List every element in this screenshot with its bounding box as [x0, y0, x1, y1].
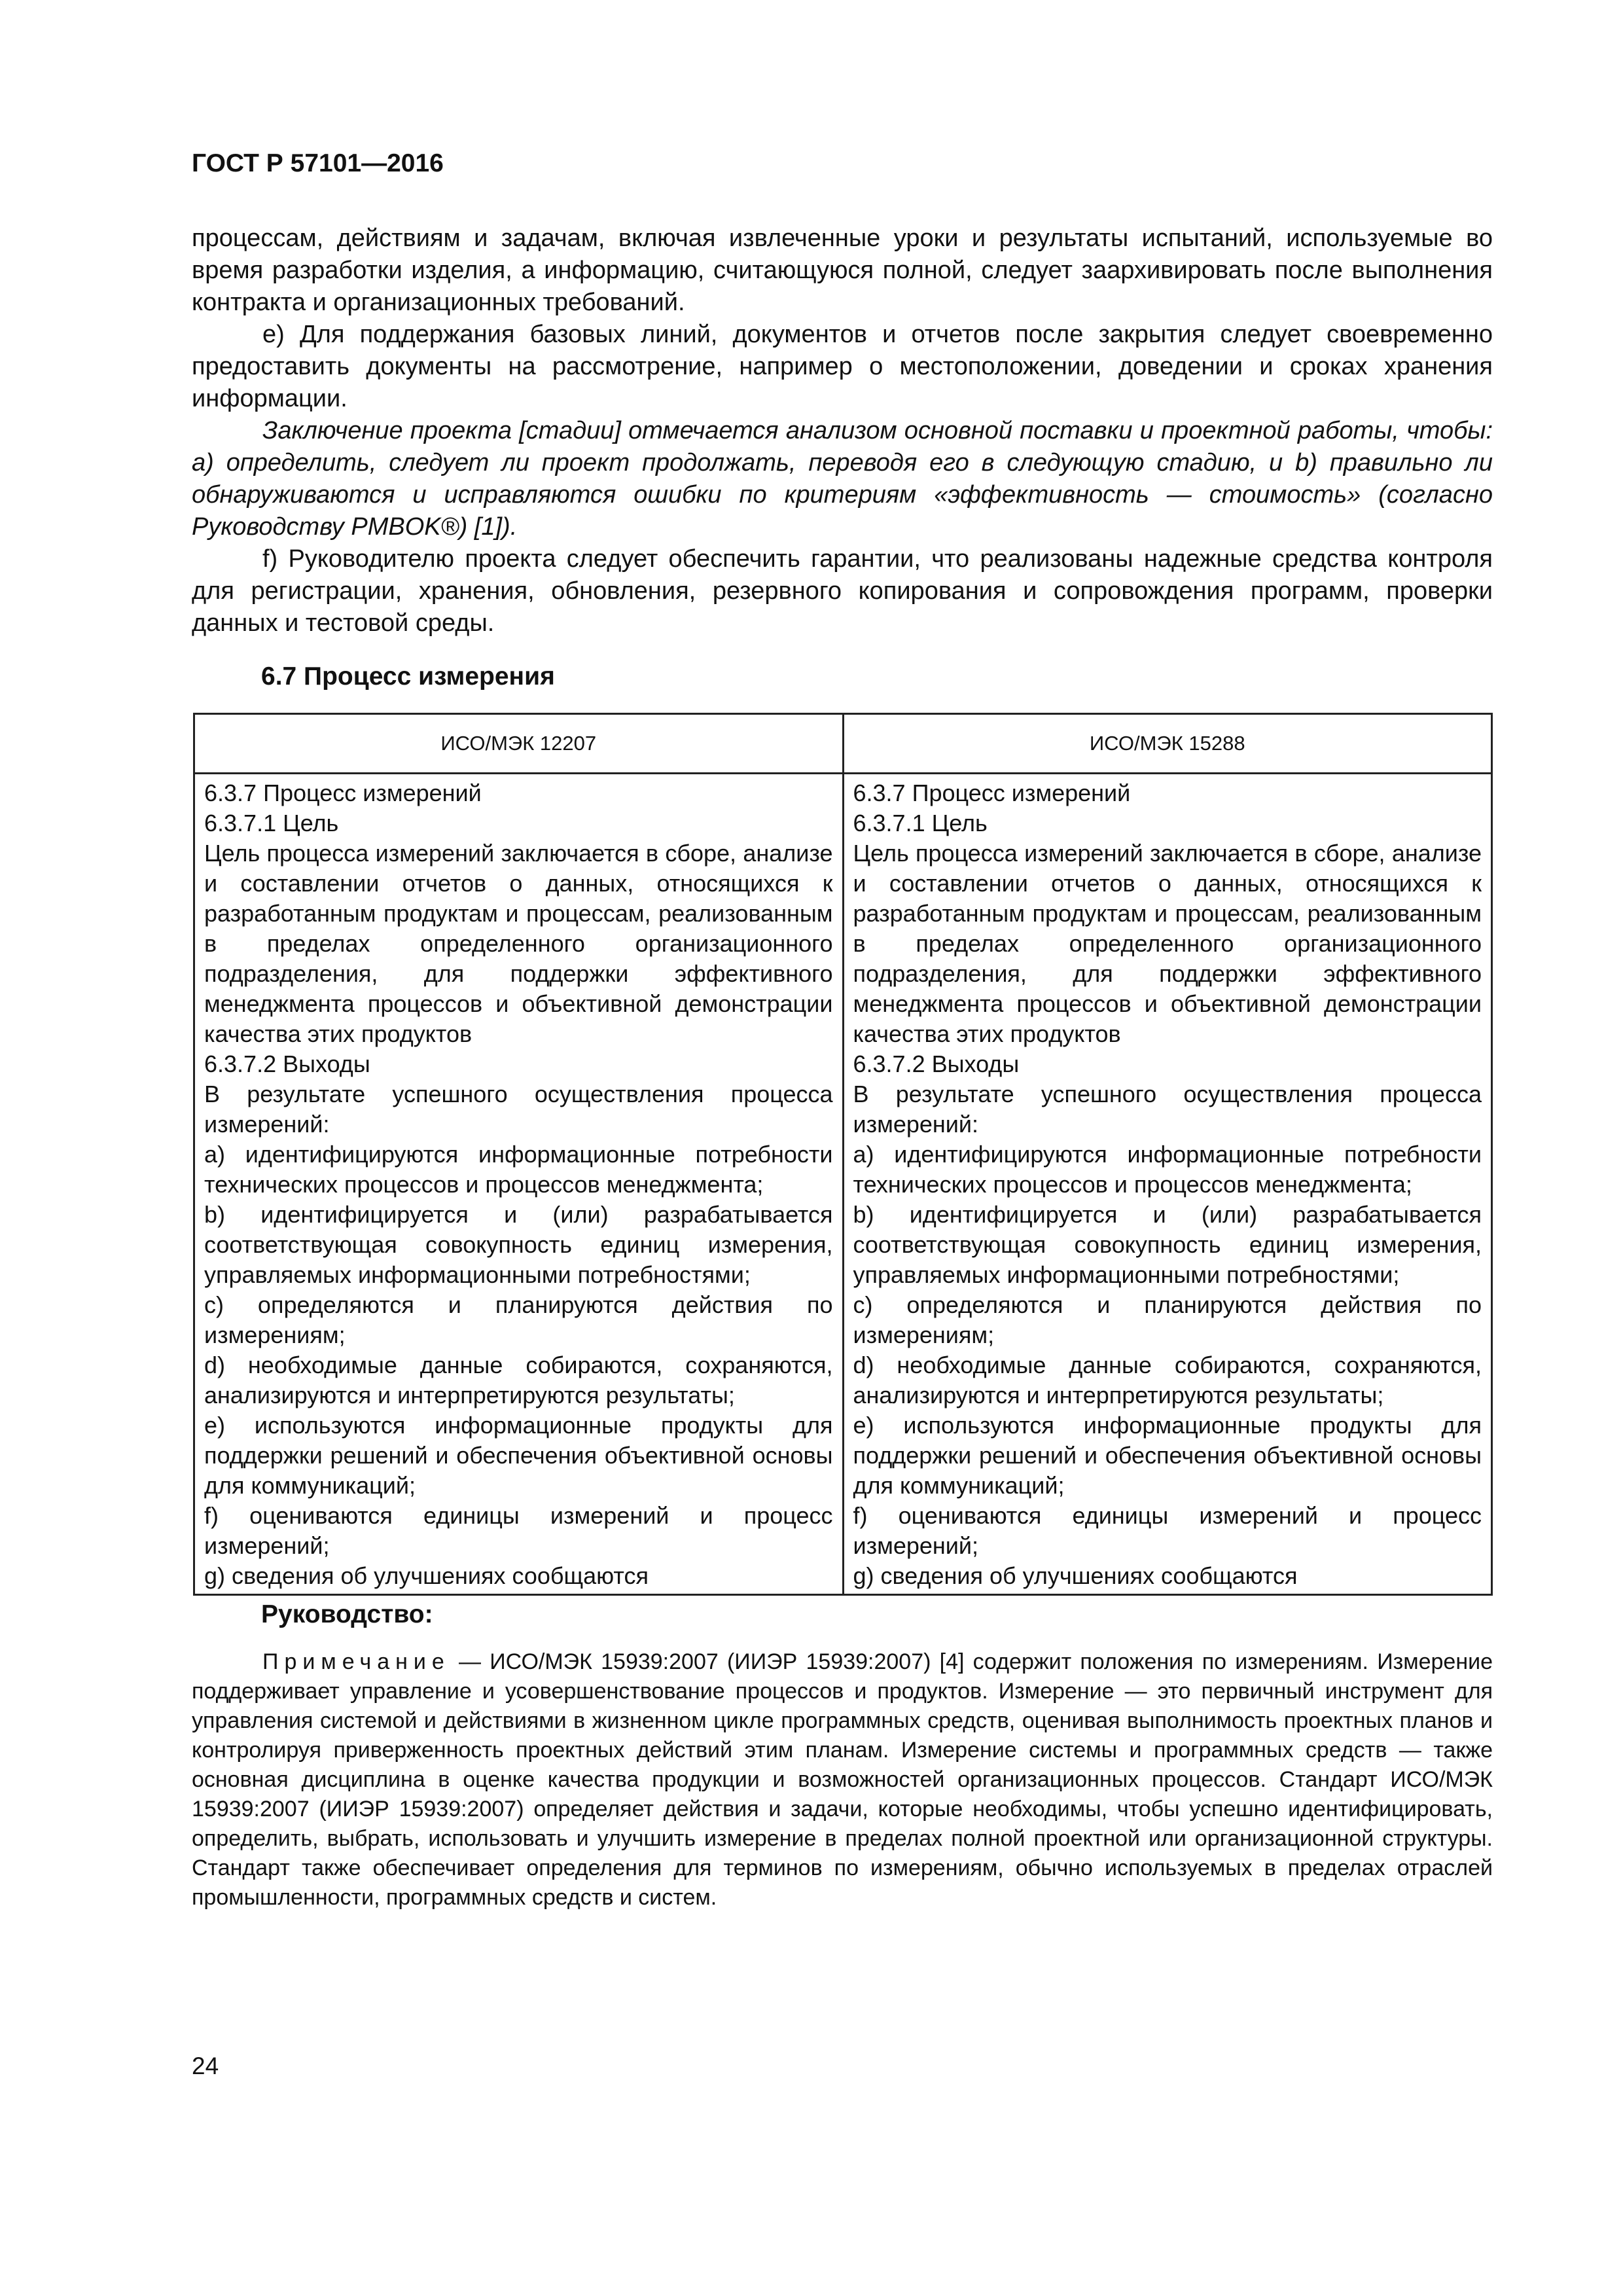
guidance-title: Руководство:: [261, 1600, 433, 1628]
table-header-row: [194, 714, 1492, 774]
cell-line: e) используются информационные продукты для поддержки решений и обеспечения объективной основы для коммуникаций;: [853, 1412, 1482, 1499]
cell-line: b) идентифицируется и (или) разрабатывается соответствующая совокупность единиц измерения, управляемых информационными потребностями;: [204, 1201, 833, 1288]
cell-line: 6.3.7 Процесс измерений: [853, 780, 1131, 806]
section-title: 6.7 Процесс измерения: [261, 662, 555, 691]
note-label: Примечание: [262, 1649, 450, 1674]
table-header-iso-12207: ИСО/МЭК 12207: [194, 714, 844, 774]
table-cell-right: [843, 774, 1492, 1595]
cell-line: 6.3.7.1 Цель: [204, 810, 339, 836]
cell-line: 6.3.7 Процесс измерений: [204, 780, 482, 806]
paragraph-f: f) Руководителю проекта следует обеспечить гарантии, что реализованы надежные средства контроля для регистрации, хранения, обновления, резервного копирования и сопровождения программ, проверки данных и тестовой среды.: [192, 545, 1493, 637]
cell-line: 6.3.7.2 Выходы: [204, 1050, 370, 1077]
cell-line: a) идентифицируются информационные потребности технических процессов и процессов менеджмента;: [204, 1141, 833, 1198]
table-row: [194, 774, 1492, 1595]
comparison-table: [193, 713, 1493, 1596]
table-header-iso-15288: ИСО/МЭК 15288: [843, 714, 1492, 774]
cell-line: f) оцениваются единицы измерений и процесс измерений;: [204, 1502, 833, 1559]
cell-line: Цель процесса измерений заключается в сборе, анализе и составлении отчетов о данных, относящихся к разработанным продуктам и процессам, реализованным в пределах определенного организационного подразделения, для поддержки эффективного менеджмента процессов и объективной демонстрации качества этих продуктов: [853, 840, 1482, 1047]
cell-line: d) необходимые данные собираются, сохраняются, анализируются и интерпретируются результаты;: [204, 1352, 833, 1408]
cell-line: c) определяются и планируются действия по измерениям;: [853, 1291, 1482, 1348]
cell-line: g) сведения об улучшениях сообщаются: [204, 1562, 649, 1589]
document-code-header: ГОСТ Р 57101—2016: [192, 149, 444, 177]
cell-line: В результате успешного осуществления процесса измерений:: [204, 1081, 833, 1138]
paragraph-e: e) Для поддержания базовых линий, документов и отчетов после закрытия следует своевременно предоставить документы на рассмотрение, например о местоположении, доведении и сроках хранения информации.: [192, 321, 1493, 412]
cell-line: g) сведения об улучшениях сообщаются: [853, 1562, 1298, 1589]
cell-line: a) идентифицируются информационные потребности технических процессов и процессов менеджмента;: [853, 1141, 1482, 1198]
cell-line: f) оцениваются единицы измерений и процесс измерений;: [853, 1502, 1482, 1559]
body-text: [192, 223, 1493, 639]
cell-line: b) идентифицируется и (или) разрабатывается соответствующая совокупность единиц измерения, управляемых информационными потребностями;: [853, 1201, 1482, 1288]
cell-line: 6.3.7.2 Выходы: [853, 1050, 1020, 1077]
table-cell-left: [194, 774, 844, 1595]
guidance-note: [192, 1647, 1493, 1912]
note-text: — ИСО/МЭК 15939:2007 (ИИЭР 15939:2007) [4] содержит положения по измерениям. Измерение поддерживает управление и усовершенствование процессов и продуктов. Измерение — это первичный инструмент для управления системой и действиями в жизненном цикле программных средств, оценивая выполнимость проектных планов и контролируя приверженность проектных действий этим планам. Измерение системы и программных средств — также основная дисциплина в оценке качества продукции и возможностей организационных процессов. Стандарт ИСО/МЭК 15939:2007 (ИИЭР 15939:2007) определяет действия и задачи, которые необходимы, чтобы успешно идентифицировать, определить, выбрать, использовать и улучшить измерение в пределах полной проектной или организационной структуры. Стандарт также обеспечивает определения для терминов по измерениям, обычно используемых в пределах отраслей промышленности, программных средств и систем.: [192, 1649, 1493, 1910]
paragraph-continuation: процессам, действиям и задачам, включая извлеченные уроки и результаты испытаний, используемые во время разработки изделия, а информацию, считающуюся полной, следует заархивировать после выполнения контракта и организационных требований.: [192, 224, 1493, 316]
cell-line: 6.3.7.1 Цель: [853, 810, 988, 836]
cell-line: c) определяются и планируются действия по измерениям;: [204, 1291, 833, 1348]
cell-line: Цель процесса измерений заключается в сборе, анализе и составлении отчетов о данных, относящихся к разработанным продуктам и процессам, реализованным в пределах определенного организационного подразделения, для поддержки эффективного менеджмента процессов и объективной демонстрации качества этих продуктов: [204, 840, 833, 1047]
cell-line: В результате успешного осуществления процесса измерений:: [853, 1081, 1482, 1138]
paragraph-project-closure: Заключение проекта [стадии] отмечается анализом основной поставки и проектной работы, чтобы: a) определить, следует ли проект продолжать, переводя его в следующую стадию, и b) правильно ли обнаруживаются и исправляются ошибки по критериям «эффективность — стоимость» (согласно Руководству PMBOK®) [1]).: [192, 417, 1493, 541]
cell-line: d) необходимые данные собираются, сохраняются, анализируются и интерпретируются результаты;: [853, 1352, 1482, 1408]
page-number: 24: [192, 2053, 219, 2079]
cell-line: e) используются информационные продукты для поддержки решений и обеспечения объективной основы для коммуникаций;: [204, 1412, 833, 1499]
